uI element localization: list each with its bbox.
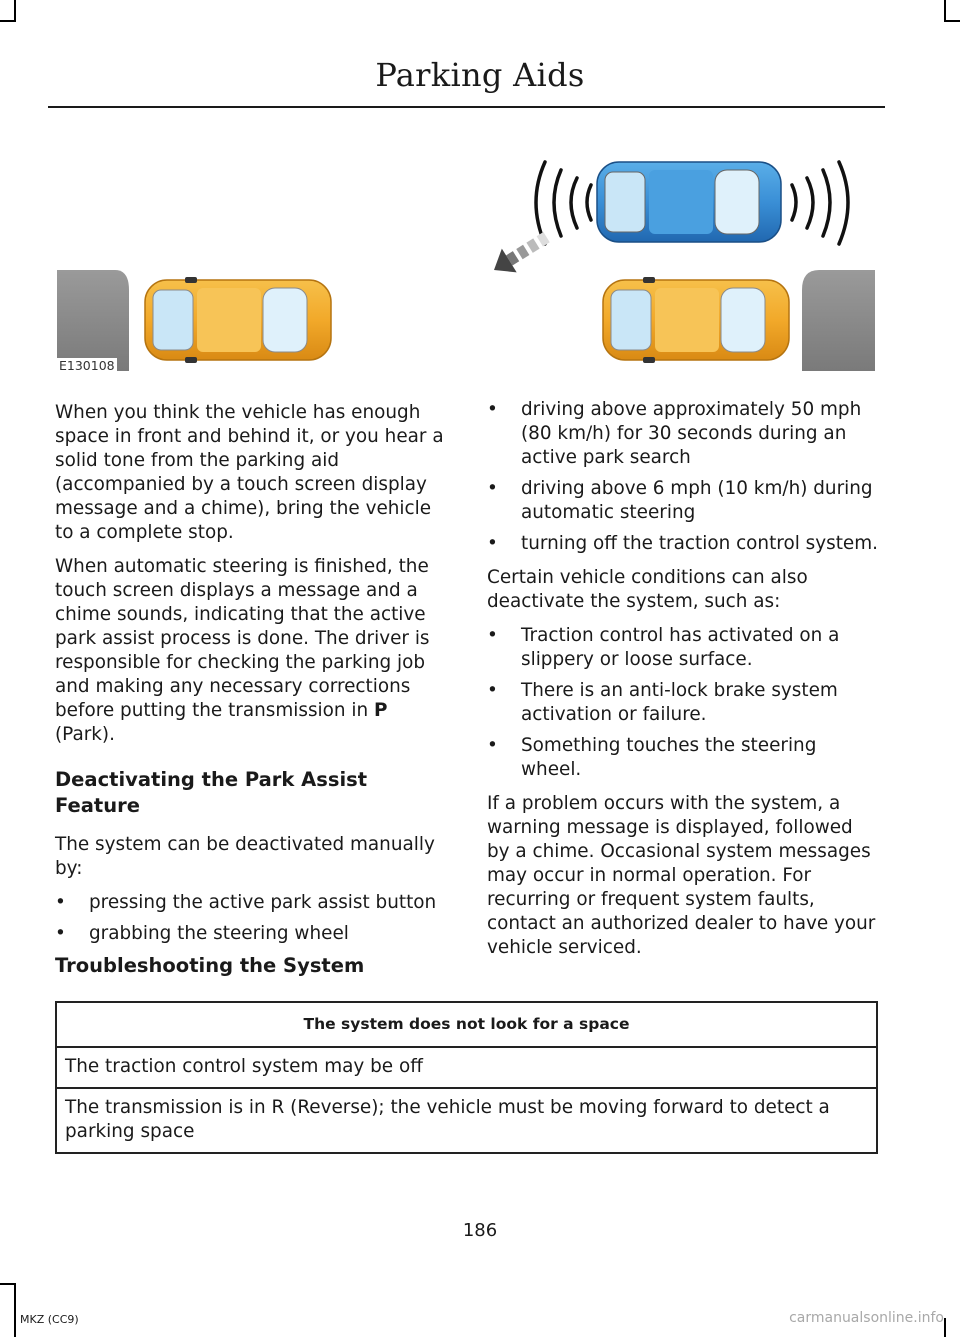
- bullet-icon: •: [487, 533, 498, 554]
- crop-mark: [944, 1318, 946, 1337]
- bullet-icon: •: [487, 399, 498, 420]
- crop-mark: [0, 1283, 16, 1285]
- list-item: [487, 398, 879, 470]
- list-item: [487, 734, 879, 782]
- bullet-icon: •: [55, 892, 66, 913]
- sensor-waves-front: [792, 162, 848, 244]
- page-title: Parking Aids: [375, 56, 585, 94]
- crop-mark: [944, 20, 960, 22]
- list-item-text: driving above approximately 50 mph (80 km/h) for 30 seconds during an active park search: [521, 399, 862, 468]
- table-row: [56, 1088, 877, 1153]
- right-column: [487, 398, 879, 970]
- list-item-text: Traction control has activated on a slippery or loose surface.: [521, 625, 840, 670]
- crop-mark: [944, 0, 946, 22]
- list-item: [55, 922, 447, 946]
- footer-model: MKZ (CC9): [20, 1313, 79, 1326]
- table-header: The system does not look for a space: [56, 1002, 877, 1047]
- list-item: [487, 477, 879, 525]
- park-letter: P: [374, 700, 388, 721]
- active-car: [597, 162, 781, 242]
- crop-mark: [14, 0, 16, 22]
- table-cell: The traction control system may be off: [56, 1047, 877, 1088]
- table-header-row: [56, 1002, 877, 1047]
- paragraph: If a problem occurs with the system, a warning message is displayed, followed by a chime. Occasional system messages may occur in normal operation. For recurring or frequent system faults, contact an authorized dealer to have your vehicle serviced.: [487, 793, 876, 958]
- section-heading: Troubleshooting the System: [55, 954, 365, 977]
- parked-car-right: [603, 277, 789, 363]
- list-item-text: There is an anti-lock brake system activation or failure.: [521, 680, 838, 725]
- list-item-text: driving above 6 mph (10 km/h) during automatic steering: [521, 478, 873, 523]
- list-item-text: turning off the traction control system.: [521, 533, 878, 554]
- paragraph: When you think the vehicle has enough space in front and behind it, or you hear a solid tone from the parking aid (accompanied by a touch screen display message and a chime), bring the vehicle to a complete stop.: [55, 402, 444, 543]
- list-item-text: grabbing the steering wheel: [89, 923, 349, 944]
- paragraph: The system can be deactivated manually by:: [55, 834, 435, 879]
- curb-right: [802, 270, 875, 371]
- bullet-icon: •: [55, 923, 66, 944]
- bullet-icon: •: [487, 625, 498, 646]
- list-item-text: pressing the active park assist button: [89, 892, 437, 913]
- left-column: [55, 401, 447, 953]
- list-item: [55, 891, 447, 915]
- paragraph: Certain vehicle conditions can also deactivate the system, such as:: [487, 567, 808, 612]
- bullet-icon: •: [487, 680, 498, 701]
- text-run: When automatic steering is finished, the touch screen displays a message and a chime sounds, indicating that the active park assist process is done. The driver is responsible for checking the parking job and making any necessary corrections before putting the transmission in: [55, 556, 430, 721]
- section-heading: Deactivating the Park Assist Feature: [55, 768, 368, 817]
- parking-illustration: [57, 140, 875, 375]
- list-item: [487, 624, 879, 672]
- bullet-icon: •: [487, 735, 498, 756]
- reverse-arrow: [487, 225, 554, 282]
- list-item: [487, 532, 879, 556]
- troubleshooting-table: [55, 1001, 878, 1154]
- footer-watermark: carmanualsonline.info: [789, 1310, 944, 1326]
- list-item: [487, 679, 879, 727]
- paragraph: [55, 555, 447, 747]
- table-cell: The transmission is in R (Reverse); the vehicle must be moving forward to detect a parking space: [56, 1088, 877, 1153]
- parked-car-left: [145, 277, 331, 363]
- crop-mark: [0, 20, 16, 22]
- table-row: [56, 1047, 877, 1088]
- header-rule: [48, 106, 885, 108]
- bullet-icon: •: [487, 478, 498, 499]
- page-number: 186: [462, 1220, 498, 1241]
- crop-mark: [14, 1283, 16, 1337]
- list-item-text: Something touches the steering wheel.: [521, 735, 817, 780]
- illustration-code: E130108: [59, 358, 115, 373]
- text-run: (Park).: [55, 724, 115, 745]
- curb-left: [57, 270, 129, 371]
- sensor-waves-rear: [536, 162, 591, 244]
